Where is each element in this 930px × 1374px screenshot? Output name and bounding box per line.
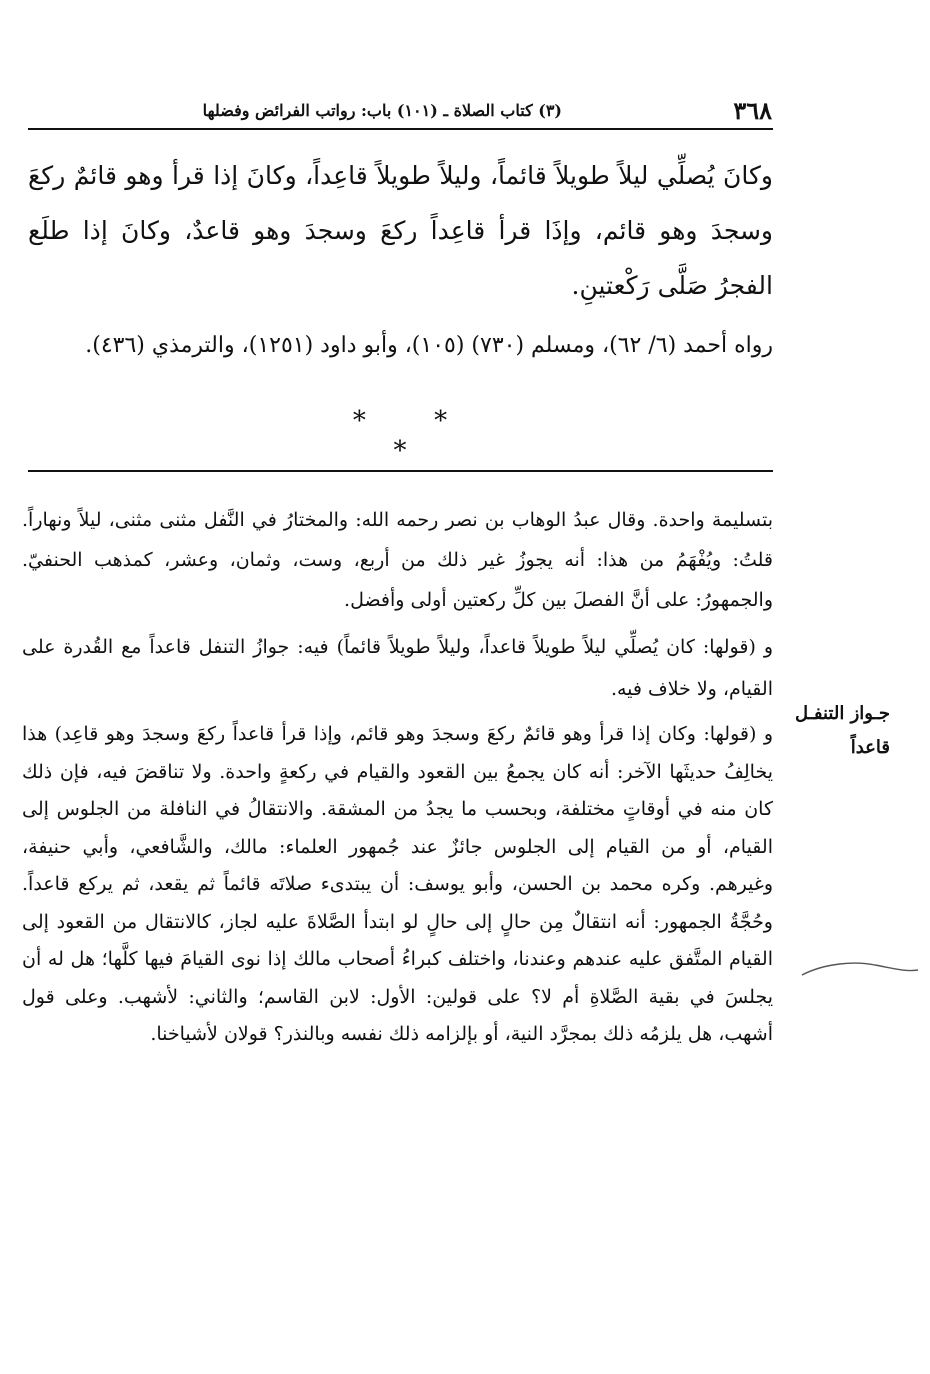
hadith-text: وكانَ يُصلِّي ليلاً طويلاً قائماً، وليلاً طويلاً قاعِداً، وكانَ إذا قرأ وهو قائمٌ ركعَ وسجدَ وهو قائم، وإذَا قرأ قاعِداً ركعَ وسجدَ وهو قاعدٌ، وكانَ إذا طلَع الفجرُ صَلَّى رَكْعتينِ. [28,161,773,300]
commentary-rule [28,470,773,472]
separator-star: * [393,436,407,466]
running-title: (٣) كتاب الصلاة ـ (١٠١) باب: رواتب الفرائض وفضلها [202,101,562,120]
margin-note: جـواز التنفـل قاعداً [794,703,890,758]
section-separator [300,406,500,466]
commentary-paragraph-3: و (قولها: وكان إذا قرأ وهو قائمٌ ركعَ وسجدَ وهو قائم، وإذا قرأ قاعداً ركعَ وسجدَ وهو قاعِد) هذا يخالِفُ حديثَها الآخر: أنه كان يجمعُ بين القعود والقيام في ركعةٍ واحدة. ولا تناقضَ فيه، فإن ذلك كان منه في أوقاتٍ مختلفة، وبحسب ما يجدُ من المشقة. والانتقالُ في النافلة من الجلوس إلى القيام، أو من القيام إلى الجلوس جائزٌ عند جُمهور العلماء: مالك، والشَّافعي، وأبي حنيفة، وغيرهم. وكره محمد بن الحسن، وأبو يوسف: أن يبتدىء صلاتَه قائماً ثم يقعد، ثم يركع قاعداً. وحُجَّةُ الجمهور: أنه انتقالٌ مِن حالٍ إلى حالٍ لو ابتدأ الصَّلاةَ عليه لجاز، كالانتقال من القعود إلى القيام المتَّفق عليه عندهم وعندنا، واختلف كبراءُ أصحاب مالك إذا نوى القيامَ فيها كلَّها؛ هل له أن يجلسَ في بقية الصَّلاةِ أم لا؟ على قولين: الأول: لابن القاسم؛ والثاني: لأشهب. وعلى قول أشهب، هل يلزمُه ذلك بمجرَّد النية، أو بإلزامه ذلك نفسه وبالنذر؟ قولان لأشياخنا. [22,723,773,1045]
header-rule [28,128,773,130]
separator-star: * [434,406,448,436]
commentary-paragraph-2: و (قولها: كان يُصلِّي ليلاً طويلاً قاعداً، وليلاً طويلاً قائماً) فيه: جوازُ التنفل قاعداً مع القُدرة على القيام، ولا خلاف فيه. [22,636,773,700]
pen-stroke-mark [800,955,920,985]
commentary-block [22,500,773,1060]
hadith-text-block [28,148,773,313]
commentary-paragraph-1: بتسليمة واحدة. وقال عبدُ الوهاب بن نصر رحمه الله: والمختارُ في النَّفل مثنى مثنى، ليلاً ونهاراً. قلتُ: ويُفْهَمُ من هذا: أنه يجوزُ غير ذلك من أربع، وست، وثمان، وعشر، كمذهب الحنفيّ. والجمهورُ: على أنَّ الفصلَ بين كلِّ ركعتين أولى وأفضل. [22,509,773,611]
page-number: ٣٦٨ [733,96,772,125]
takhrij-block [28,320,773,372]
takhrij-text: رواه أحمد (٦/ ٦٢)، ومسلم (٧٣٠) (١٠٥)، وأبو داود (١٢٥١)، والترمذي (٤٣٦). [85,333,773,358]
page-header [28,96,772,126]
separator-star: * [352,406,366,436]
